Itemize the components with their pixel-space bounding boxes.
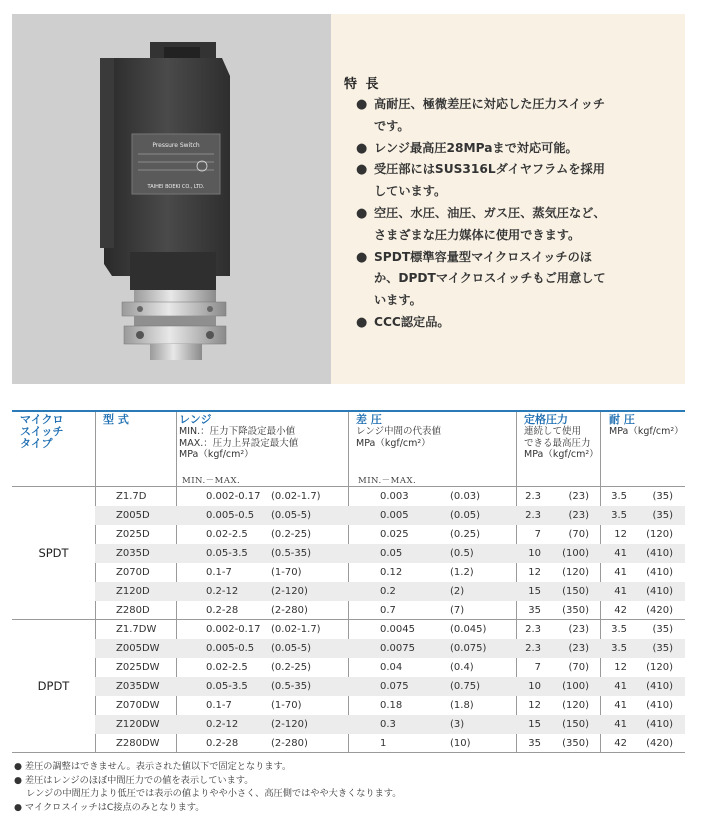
feature-text: 空圧、水圧、油圧、ガス圧、蒸気圧など、 [374, 205, 606, 220]
header-rated-desc1: 連続して使用 [524, 426, 582, 437]
header-model-title: 型 式 [103, 413, 129, 426]
notes [14, 760, 401, 814]
table-cell: 2.3 [525, 643, 541, 654]
table-cell: 12 [528, 567, 541, 578]
feature-text: さまざまな圧力媒体に使用できます。 [374, 227, 581, 242]
table-cell: (2-280) [271, 738, 308, 749]
table-cell: (410) [646, 548, 673, 559]
bullet-icon: ● [356, 314, 368, 330]
table-cell: (35) [652, 624, 673, 635]
table-cell: 35 [528, 738, 541, 749]
header-rated-unit: MPa（kgf/cm²） [524, 449, 599, 460]
table-cell: 0.002-0.17 [206, 491, 261, 502]
table-cell: 12 [528, 700, 541, 711]
table-row [95, 563, 685, 582]
table-row [95, 734, 685, 753]
table-cell: Z005D [116, 510, 150, 521]
header-proof [609, 414, 684, 438]
table-row [95, 506, 685, 525]
header-switch-type-title: マイクロ スイッチ タイプ [20, 413, 64, 450]
features-title: 特 長 [344, 77, 381, 92]
table-cell: (120) [562, 700, 589, 711]
feature-text: 高耐圧、極微差圧に対応した圧力スイッチ [374, 97, 606, 111]
note-line: ● 差圧はレンジのほぼ中間圧力での値を表示しています。 [14, 774, 254, 786]
table-cell: Z280D [116, 605, 150, 616]
feature-text: レンジ最高圧28MPaまで対応可能。 [374, 140, 578, 155]
table-cell: 0.3 [380, 719, 396, 730]
table-cell: 0.003 [380, 491, 409, 502]
table-cell: 0.1-7 [206, 567, 232, 578]
table-cell: (23) [568, 491, 589, 502]
table-cell: (23) [568, 624, 589, 635]
table-cell: (120) [562, 567, 589, 578]
table-cell: (350) [562, 738, 589, 749]
table-cell: (0.045) [450, 624, 487, 635]
table-cell: (7) [450, 605, 465, 616]
table-cell: (35) [652, 491, 673, 502]
table-cell: (35) [652, 510, 673, 521]
table-cell: Z035DW [116, 681, 160, 692]
table-cell: 41 [614, 567, 627, 578]
table-row [95, 582, 685, 601]
table-cell: 1 [380, 738, 387, 749]
table-cell: Z025DW [116, 662, 160, 673]
feature-text: います。 [374, 293, 422, 308]
table-row [95, 696, 685, 715]
pressure-switch-illustration [12, 14, 331, 384]
header-diff [356, 414, 441, 449]
note-line: ● 差圧の調整はできません。表示された値以下で固定となります。 [14, 761, 292, 772]
table-cell: (120) [646, 662, 673, 673]
table-cell: 0.075 [380, 681, 409, 692]
table-cell: 15 [528, 586, 541, 597]
header-range-title: レンジ [179, 413, 212, 426]
table-cell: (23) [568, 643, 589, 654]
table-cell: (0.2-25) [271, 529, 312, 540]
header-range [179, 414, 298, 461]
feature-item [356, 203, 656, 247]
table-cell: 0.05-3.5 [206, 681, 248, 692]
photo-label-maker: TAIHEI BOEKI CO., LTD. [147, 184, 205, 190]
table-cell: (0.5-35) [271, 681, 312, 692]
table-cell: Z070DW [116, 700, 160, 711]
table-cell: 0.2-12 [206, 719, 239, 730]
table-row [95, 601, 685, 620]
table-cell: (100) [562, 548, 589, 559]
table-cell: 0.1-7 [206, 700, 232, 711]
table-cell: (420) [646, 605, 673, 616]
table-cell: 0.2 [380, 586, 396, 597]
table-cell: Z005DW [116, 643, 160, 654]
table-cell: (350) [562, 605, 589, 616]
feature-text: SPDT標準容量型マイクロスイッチのほ [374, 249, 592, 264]
table-cell: 41 [614, 586, 627, 597]
header-range-desc1: MIN.：圧力下降設定最小値 [179, 426, 296, 437]
table-row [95, 639, 685, 658]
table-row [95, 658, 685, 677]
table-cell: 42 [614, 738, 627, 749]
table-row [95, 620, 685, 639]
header-switch-type [20, 414, 100, 450]
bullet-icon: ● [356, 249, 368, 265]
table-cell: (150) [562, 719, 589, 730]
table-cell: 2.3 [525, 624, 541, 635]
photo-label-pressure-switch: Pressure Switch [152, 142, 200, 149]
table-cell: 3.5 [611, 510, 627, 521]
table-cell: 3.5 [611, 624, 627, 635]
table-cell: Z1.7D [116, 491, 147, 502]
table-cell: Z035D [116, 548, 150, 559]
feature-item [356, 312, 656, 334]
table-cell: (100) [562, 681, 589, 692]
table-cell: 0.05-3.5 [206, 548, 248, 559]
table-cell: (0.05-5) [271, 643, 312, 654]
table-cell: 0.12 [380, 567, 403, 578]
table-cell: 0.025 [380, 529, 409, 540]
feature-item [356, 138, 656, 160]
table-cell: 10 [528, 681, 541, 692]
table-cell: 12 [614, 529, 627, 540]
table-cell: 0.0075 [380, 643, 415, 654]
table-row [95, 677, 685, 696]
table-cell: (410) [646, 700, 673, 711]
table-cell: (410) [646, 586, 673, 597]
features-list [356, 94, 656, 334]
table-row [95, 487, 685, 506]
table-cell: 35 [528, 605, 541, 616]
table-cell: 41 [614, 719, 627, 730]
table-cell: 0.002-0.17 [206, 624, 261, 635]
table-cell: 15 [528, 719, 541, 730]
bullet-icon: ● [356, 205, 368, 221]
table-cell: (70) [568, 529, 589, 540]
table-cell: 2.3 [525, 510, 541, 521]
table-cell: Z120D [116, 586, 150, 597]
table-cell: (2-120) [271, 586, 308, 597]
table-cell: (0.2-25) [271, 662, 312, 673]
table-cell: (420) [646, 738, 673, 749]
table-cell: 0.0045 [380, 624, 415, 635]
table-cell: (0.05) [450, 510, 481, 521]
table-cell: (0.4) [450, 662, 474, 673]
table-cell: (3) [450, 719, 465, 730]
table-cell: 3.5 [611, 491, 627, 502]
table-cell: Z1.7DW [116, 624, 157, 635]
table-cell: (2-120) [271, 719, 308, 730]
table-cell: 0.04 [380, 662, 403, 673]
table-cell: 0.2-12 [206, 586, 239, 597]
table-cell: (0.75) [450, 681, 481, 692]
bullet-icon: ● [356, 140, 368, 156]
header-rated-title: 定格圧力 [524, 413, 568, 426]
feature-item [356, 247, 656, 312]
bullet-icon: ● [356, 162, 368, 178]
header-diff-title: 差 圧 [356, 413, 382, 426]
table-cell: 0.18 [380, 700, 403, 711]
table-cell: 2.3 [525, 491, 541, 502]
table-cell: (10) [450, 738, 471, 749]
table-cell: 0.02-2.5 [206, 662, 248, 673]
note-line: レンジの中間圧力より低圧では表示の値よりやや小さく、高圧側ではやや大きくなります。 [14, 788, 402, 799]
bullet-icon: ● [356, 97, 368, 112]
table-cell: (0.5) [450, 548, 474, 559]
note-line: ● マイクロスイッチはC接点のみとなります。 [14, 801, 205, 813]
header-range-desc2: MAX.：圧力上昇設定最大値 [179, 437, 299, 449]
table-cell: (150) [562, 586, 589, 597]
switch-type-label: SPDT [38, 545, 69, 560]
header-diff-desc: レンジ中間の代表値 [356, 426, 442, 437]
range-sub-header: MIN.－MAX. [182, 476, 241, 486]
table-cell: 41 [614, 681, 627, 692]
table-cell: (70) [568, 662, 589, 673]
table-cell: (0.5-35) [271, 548, 312, 559]
table-cell: 0.005-0.5 [206, 510, 255, 521]
diff-sub-header: MIN.－MAX. [358, 476, 417, 486]
feature-text: です。 [374, 118, 410, 133]
table-cell: (0.25) [450, 529, 481, 540]
table-row [95, 715, 685, 734]
table-cell: 41 [614, 700, 627, 711]
table-cell: 41 [614, 548, 627, 559]
table-cell: Z120DW [116, 719, 160, 730]
feature-text: CCC認定品。 [374, 314, 450, 329]
switch-type-label: DPDT [37, 678, 70, 693]
header-range-unit: MPa（kgf/cm²） [179, 449, 254, 460]
header-rated-desc2: できる最高圧力 [524, 437, 591, 449]
table-cell: 7 [534, 529, 541, 540]
table-cell: (1.8) [450, 700, 474, 711]
table-cell: (1.2) [450, 567, 474, 578]
table-cell: (0.05-5) [271, 510, 312, 521]
table-cell: Z070D [116, 567, 150, 578]
table-cell: 0.2-28 [206, 605, 239, 616]
table-cell: 12 [614, 662, 627, 673]
header-proof-unit: MPa（kgf/cm²） [609, 426, 684, 437]
feature-text: 受圧部にはSUS316Lダイヤフラムを採用 [374, 162, 605, 177]
table-cell: (120) [646, 529, 673, 540]
table-cell: (23) [568, 510, 589, 521]
header-proof-title: 耐 圧 [609, 413, 635, 426]
feature-item [356, 94, 656, 138]
table-cell: (0.03) [450, 491, 481, 502]
table-cell: (0.075) [450, 643, 487, 654]
feature-text: しています。 [374, 184, 447, 199]
feature-text: か、DPDTマイクロスイッチもご用意して [374, 271, 606, 286]
table-cell: 3.5 [611, 643, 627, 654]
table-cell: (2-280) [271, 605, 308, 616]
table-cell: (0.02-1.7) [271, 624, 321, 635]
table-cell: 0.02-2.5 [206, 529, 248, 540]
table-cell: 7 [534, 662, 541, 673]
table-cell: (1-70) [271, 700, 302, 711]
table-cell: 0.2-28 [206, 738, 239, 749]
table-cell: 42 [614, 605, 627, 616]
table-cell: (410) [646, 681, 673, 692]
table-cell: (2) [450, 586, 465, 597]
table-cell: (410) [646, 719, 673, 730]
header-model [103, 414, 129, 426]
table-row [95, 525, 685, 544]
table-row [95, 544, 685, 563]
header-rated [524, 414, 599, 461]
table-cell: (0.02-1.7) [271, 491, 321, 502]
table-cell: Z280DW [116, 738, 160, 749]
table-cell: Z025D [116, 529, 150, 540]
product-photo [12, 14, 331, 384]
table-cell: (410) [646, 567, 673, 578]
table-cell: (1-70) [271, 567, 302, 578]
table-cell: 0.005 [380, 510, 409, 521]
feature-item [356, 159, 656, 203]
table-cell: 0.005-0.5 [206, 643, 255, 654]
table-cell: (35) [652, 643, 673, 654]
table-cell: 10 [528, 548, 541, 559]
table-cell: 0.7 [380, 605, 396, 616]
table-cell: 0.05 [380, 548, 403, 559]
header-diff-unit: MPa（kgf/cm²） [356, 437, 431, 449]
